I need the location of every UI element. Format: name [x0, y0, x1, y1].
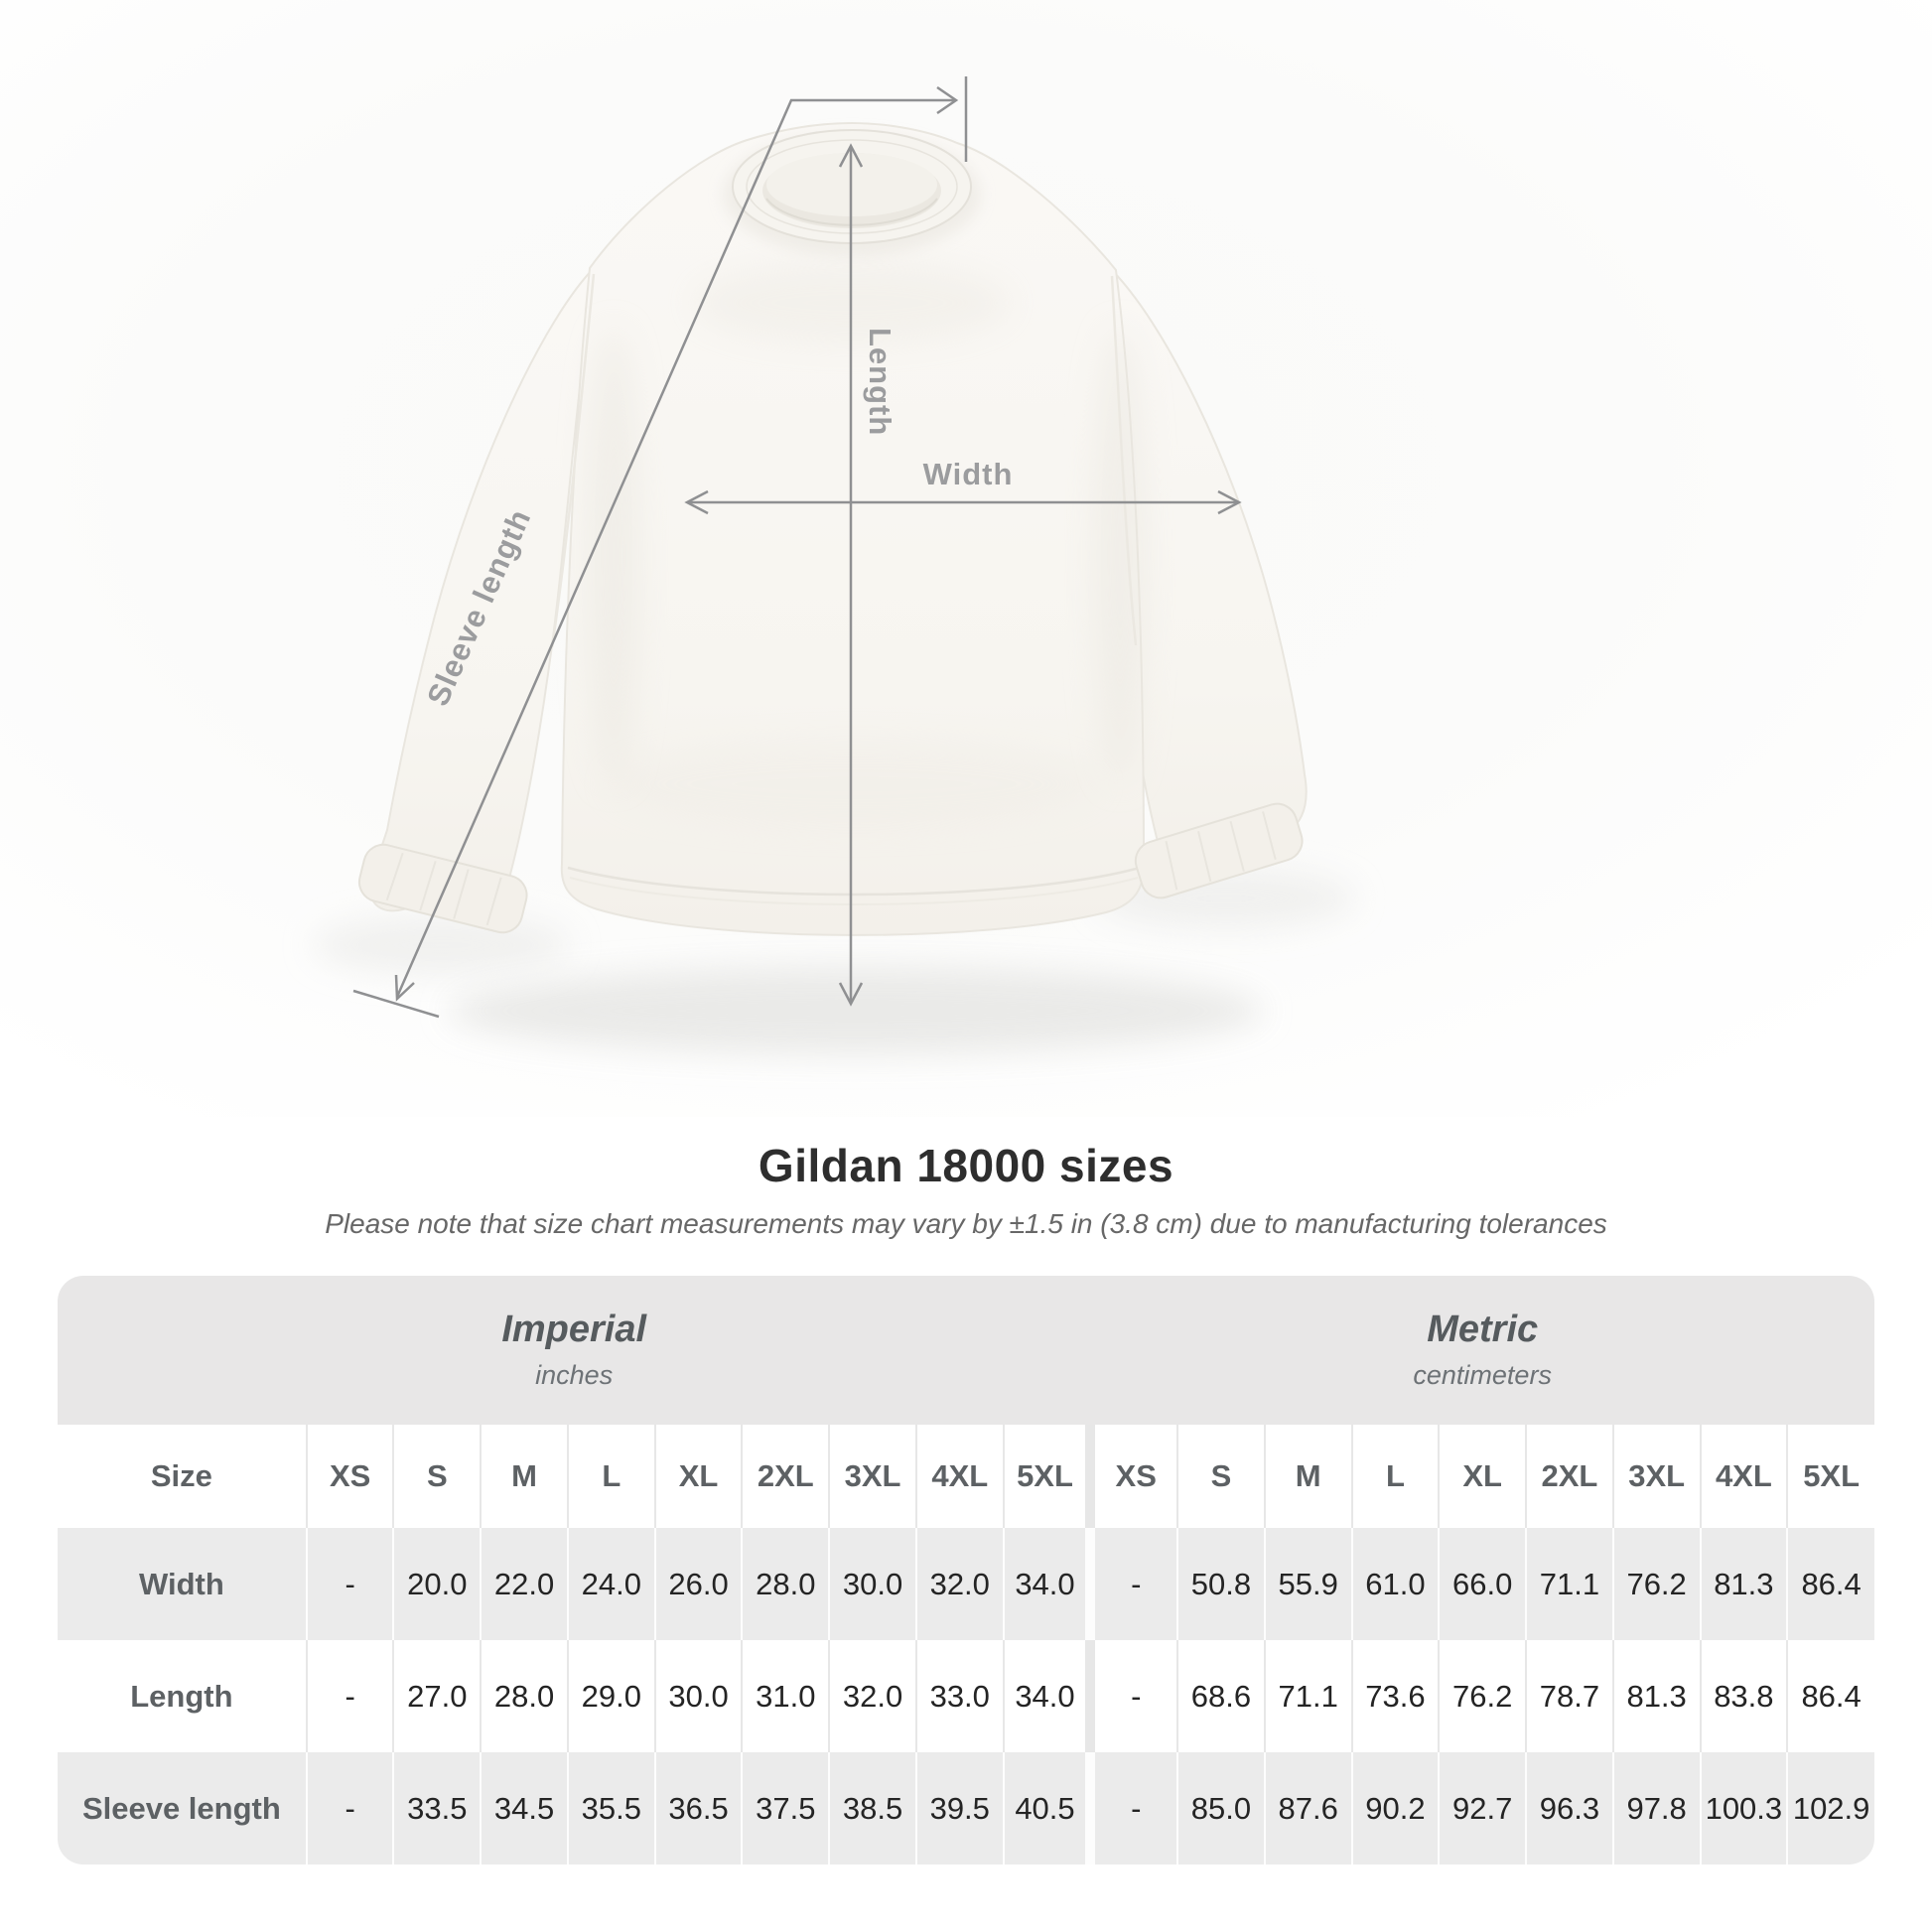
value-cell-metric-4xl: 83.8 [1701, 1640, 1788, 1752]
size-col-imperial-l: L [568, 1425, 655, 1528]
value-cell-metric-m: 55.9 [1265, 1528, 1352, 1640]
value-cell-imperial-xl: 30.0 [655, 1640, 743, 1752]
row-label: Sleeve length [81, 1790, 281, 1826]
value-cell-metric-5xl: 86.4 [1787, 1528, 1874, 1640]
value-cell-imperial-s: 20.0 [393, 1528, 481, 1640]
value-cell-imperial-xs: - [307, 1528, 394, 1640]
size-col-metric-2xl: 2XL [1526, 1425, 1613, 1528]
value-cell-metric-3xl: 81.3 [1613, 1640, 1701, 1752]
value-cell-metric-4xl: 100.3 [1701, 1752, 1788, 1864]
value-cell-imperial-2xl: 31.0 [742, 1640, 829, 1752]
metric-subtitle: centimeters [1413, 1360, 1552, 1391]
value-cell-metric-xs: - [1090, 1752, 1177, 1864]
size-col-metric-m: M [1265, 1425, 1352, 1528]
size-col-imperial-xs: XS [307, 1425, 394, 1528]
value-cell-metric-3xl: 97.8 [1613, 1752, 1701, 1864]
size-col-imperial-3xl: 3XL [829, 1425, 916, 1528]
value-cell-metric-3xl: 76.2 [1613, 1528, 1701, 1640]
size-col-imperial-m: M [481, 1425, 568, 1528]
value-cell-imperial-m: 28.0 [481, 1640, 568, 1752]
value-cell-metric-2xl: 71.1 [1526, 1528, 1613, 1640]
size-col-imperial-2xl: 2XL [742, 1425, 829, 1528]
value-cell-metric-m: 87.6 [1265, 1752, 1352, 1864]
value-cell-metric-xs: - [1090, 1528, 1177, 1640]
unit-band-row [58, 1276, 1874, 1425]
value-cell-metric-s: 85.0 [1177, 1752, 1265, 1864]
value-cell-imperial-xs: - [307, 1752, 394, 1864]
value-cell-metric-xl: 66.0 [1439, 1528, 1526, 1640]
size-chart-table [58, 1276, 1874, 1864]
value-cell-imperial-4xl: 32.0 [916, 1528, 1004, 1640]
value-cell-metric-s: 50.8 [1177, 1528, 1265, 1640]
corner-size-label: Size [58, 1425, 307, 1528]
size-header-row [58, 1425, 1874, 1528]
value-cell-imperial-4xl: 33.0 [916, 1640, 1004, 1752]
size-col-metric-xl: XL [1439, 1425, 1526, 1528]
value-cell-imperial-xl: 36.5 [655, 1752, 743, 1864]
value-cell-imperial-l: 24.0 [568, 1528, 655, 1640]
value-cell-metric-xl: 92.7 [1439, 1752, 1526, 1864]
row-label: Width [138, 1566, 224, 1601]
size-col-metric-l: L [1352, 1425, 1440, 1528]
size-col-metric-3xl: 3XL [1613, 1425, 1701, 1528]
value-cell-imperial-xl: 26.0 [655, 1528, 743, 1640]
value-cell-imperial-s: 33.5 [393, 1752, 481, 1864]
size-col-imperial-4xl: 4XL [916, 1425, 1004, 1528]
value-cell-imperial-xs: - [307, 1640, 394, 1752]
value-cell-imperial-s: 27.0 [393, 1640, 481, 1752]
value-cell-metric-2xl: 96.3 [1526, 1752, 1613, 1864]
imperial-subtitle: inches [535, 1360, 614, 1391]
size-col-metric-4xl: 4XL [1701, 1425, 1788, 1528]
size-col-imperial-s: S [393, 1425, 481, 1528]
heading-block [0, 1139, 1932, 1240]
value-cell-metric-l: 61.0 [1352, 1528, 1440, 1640]
value-cell-imperial-2xl: 37.5 [742, 1752, 829, 1864]
value-cell-imperial-5xl: 34.0 [1004, 1640, 1091, 1752]
width-label: Width [922, 457, 1014, 491]
measurement-row-width [58, 1528, 1874, 1640]
value-cell-imperial-3xl: 38.5 [829, 1752, 916, 1864]
value-cell-imperial-m: 34.5 [481, 1752, 568, 1864]
value-cell-metric-l: 90.2 [1352, 1752, 1440, 1864]
value-cell-imperial-4xl: 39.5 [916, 1752, 1004, 1864]
value-cell-metric-s: 68.6 [1177, 1640, 1265, 1752]
value-cell-imperial-5xl: 40.5 [1004, 1752, 1091, 1864]
value-cell-metric-xl: 76.2 [1439, 1640, 1526, 1752]
value-cell-imperial-m: 22.0 [481, 1528, 568, 1640]
size-col-metric-5xl: 5XL [1787, 1425, 1874, 1528]
measurement-row-length [58, 1640, 1874, 1752]
metric-band [1090, 1276, 1874, 1425]
size-col-imperial-5xl: 5XL [1004, 1425, 1091, 1528]
value-cell-imperial-3xl: 30.0 [829, 1528, 916, 1640]
value-cell-imperial-l: 29.0 [568, 1640, 655, 1752]
value-cell-metric-2xl: 78.7 [1526, 1640, 1613, 1752]
length-label: Length [863, 328, 897, 437]
sleeve-length-label: Sleeve length [420, 503, 538, 712]
value-cell-imperial-l: 35.5 [568, 1752, 655, 1864]
tolerance-note: Please note that size chart measurements may vary by ±1.5 in (3.8 cm) due to manufacturing tolerances [325, 1208, 1607, 1239]
value-cell-imperial-2xl: 28.0 [742, 1528, 829, 1640]
value-cell-metric-5xl: 86.4 [1787, 1640, 1874, 1752]
value-cell-metric-m: 71.1 [1265, 1640, 1352, 1752]
size-col-metric-xs: XS [1090, 1425, 1177, 1528]
row-label: Length [130, 1678, 233, 1714]
metric-title: Metric [1427, 1308, 1539, 1350]
measurement-row-sleeve-length [58, 1752, 1874, 1864]
value-cell-metric-l: 73.6 [1352, 1640, 1440, 1752]
value-cell-metric-4xl: 81.3 [1701, 1528, 1788, 1640]
value-cell-imperial-3xl: 32.0 [829, 1640, 916, 1752]
imperial-title: Imperial [501, 1308, 647, 1350]
size-chart-table-container [58, 1276, 1874, 1864]
size-col-imperial-xl: XL [655, 1425, 743, 1528]
size-col-metric-s: S [1177, 1425, 1265, 1528]
value-cell-metric-xs: - [1090, 1640, 1177, 1752]
imperial-band [58, 1276, 1090, 1425]
page-title: Gildan 18000 sizes [758, 1140, 1174, 1191]
value-cell-metric-5xl: 102.9 [1787, 1752, 1874, 1864]
value-cell-imperial-5xl: 34.0 [1004, 1528, 1091, 1640]
